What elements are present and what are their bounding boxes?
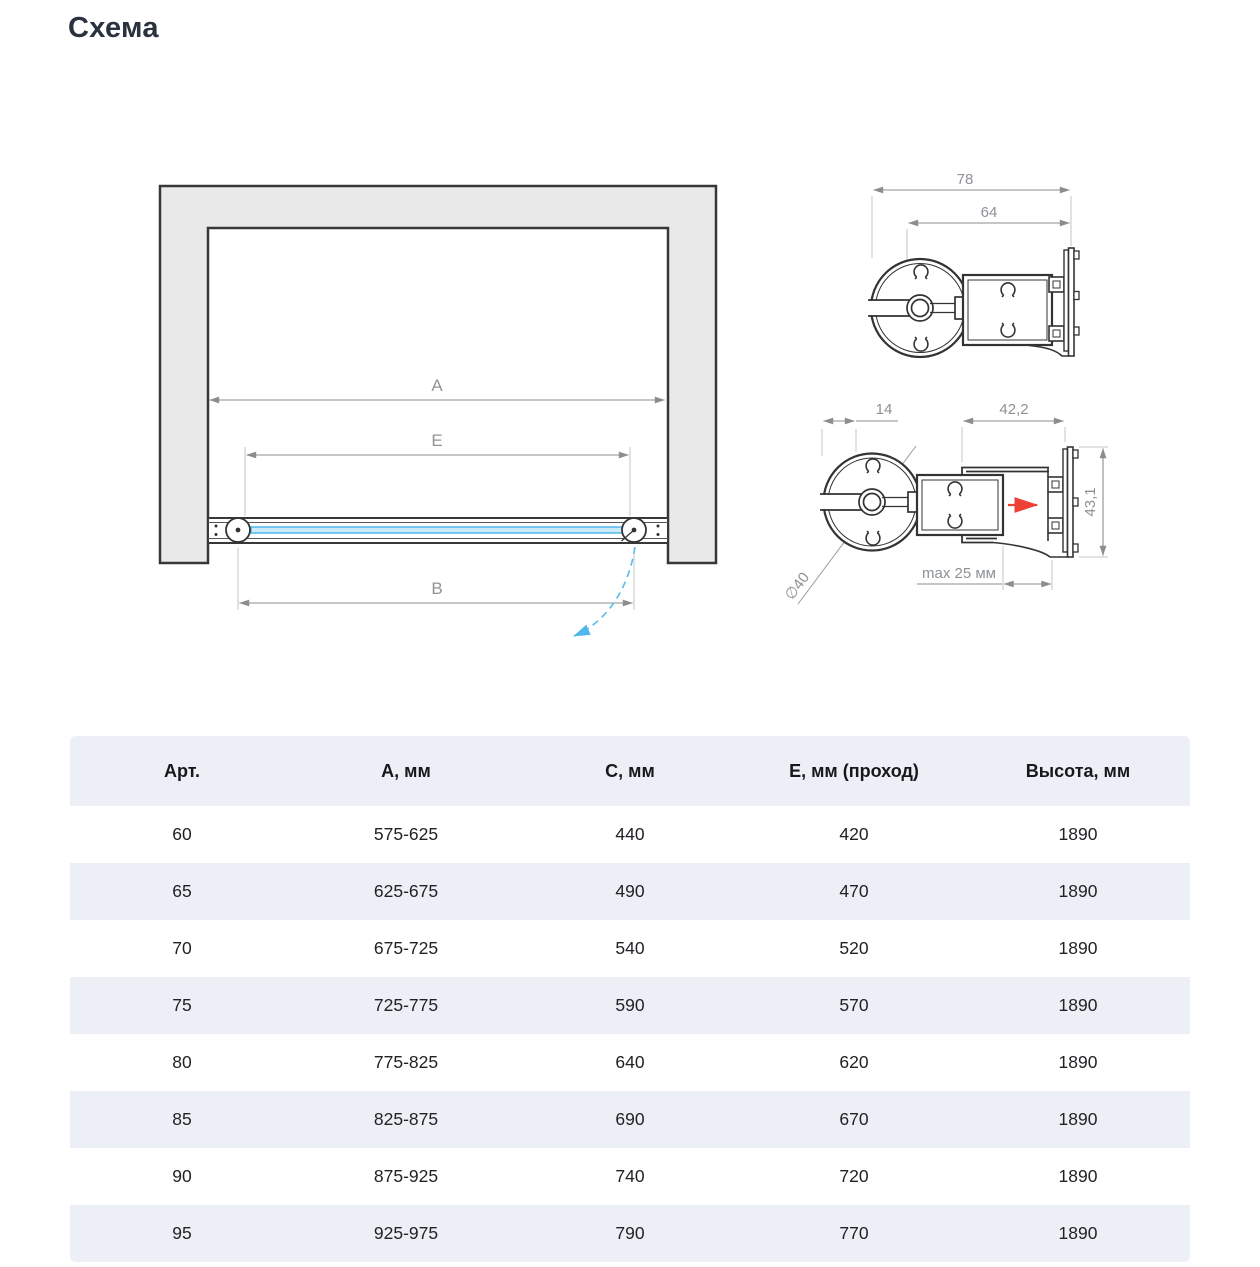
cell-art: 70 — [70, 920, 294, 977]
table-row — [70, 863, 1190, 920]
col-header-a: А, мм — [294, 736, 518, 806]
cell-a: 725-775 — [294, 977, 518, 1034]
dim-label-max25: max 25 мм — [922, 565, 996, 582]
cell-height: 1890 — [966, 1148, 1190, 1205]
cell-c: 790 — [518, 1205, 742, 1262]
profile-section-fixed — [868, 171, 1079, 357]
wall-frame — [160, 186, 716, 563]
table-row — [70, 977, 1190, 1034]
header-row — [70, 736, 1190, 806]
hinge-tube-fixed — [868, 259, 969, 357]
box-profile-fixed — [963, 275, 1052, 345]
size-table-head — [70, 736, 1190, 806]
cell-a: 875-925 — [294, 1148, 518, 1205]
cell-c: 740 — [518, 1148, 742, 1205]
dim-label-e: E — [431, 431, 443, 450]
cell-c: 490 — [518, 863, 742, 920]
dim-label-a: A — [431, 376, 443, 395]
dim-label-64: 64 — [980, 204, 998, 221]
cell-height: 1890 — [966, 1034, 1190, 1091]
table-row — [70, 1034, 1190, 1091]
col-header-height: Высота, мм — [966, 736, 1190, 806]
cell-art: 90 — [70, 1148, 294, 1205]
dim-label-diameter: ∅40 — [781, 569, 814, 604]
cell-e: 670 — [742, 1091, 966, 1148]
hinge-left — [226, 518, 250, 542]
plan-view — [160, 186, 716, 636]
size-table — [70, 736, 1190, 1262]
dim-label-14: 14 — [875, 401, 893, 418]
cell-c: 440 — [518, 806, 742, 863]
cell-art: 85 — [70, 1091, 294, 1148]
cell-e: 520 — [742, 920, 966, 977]
sliding-profile — [917, 475, 1003, 535]
cell-a: 625-675 — [294, 863, 518, 920]
cell-art: 75 — [70, 977, 294, 1034]
cell-e: 770 — [742, 1205, 966, 1262]
cell-a: 675-725 — [294, 920, 518, 977]
cell-c: 540 — [518, 920, 742, 977]
table-row — [70, 1148, 1190, 1205]
cell-height: 1890 — [966, 920, 1190, 977]
hinge-tube-adjustable — [820, 454, 921, 551]
cell-height: 1890 — [966, 806, 1190, 863]
cell-height: 1890 — [966, 1091, 1190, 1148]
table-row — [70, 806, 1190, 863]
cell-height: 1890 — [966, 977, 1190, 1034]
col-header-c: С, мм — [518, 736, 742, 806]
dim-label-b: B — [431, 579, 443, 598]
cell-e: 720 — [742, 1148, 966, 1205]
cell-e: 620 — [742, 1034, 966, 1091]
door-swing-arc — [574, 547, 635, 636]
cell-c: 590 — [518, 977, 742, 1034]
size-table-body — [70, 806, 1190, 1262]
table-row — [70, 920, 1190, 977]
cell-a: 575-625 — [294, 806, 518, 863]
cell-c: 690 — [518, 1091, 742, 1148]
cell-a: 775-825 — [294, 1034, 518, 1091]
hinge-right — [622, 518, 647, 542]
cell-art: 65 — [70, 863, 294, 920]
page-title: Схема — [68, 12, 159, 44]
cell-c: 640 — [518, 1034, 742, 1091]
table-row — [70, 1205, 1190, 1262]
cell-height: 1890 — [966, 863, 1190, 920]
profile-section-adjustable — [782, 401, 1108, 604]
cell-a: 925-975 — [294, 1205, 518, 1262]
cell-a: 825-875 — [294, 1091, 518, 1148]
cell-height: 1890 — [966, 1205, 1190, 1262]
cell-e: 570 — [742, 977, 966, 1034]
cell-art: 80 — [70, 1034, 294, 1091]
dim-label-42: 42,2 — [999, 401, 1029, 418]
col-header-art: Арт. — [70, 736, 294, 806]
dim-label-43: 43,1 — [1082, 487, 1099, 517]
dim-label-78: 78 — [956, 171, 974, 188]
cell-e: 470 — [742, 863, 966, 920]
table-row — [70, 1091, 1190, 1148]
cell-art: 95 — [70, 1205, 294, 1262]
col-header-e: Е, мм (проход) — [742, 736, 966, 806]
cell-art: 60 — [70, 806, 294, 863]
glass-panel — [251, 527, 627, 533]
cell-e: 420 — [742, 806, 966, 863]
